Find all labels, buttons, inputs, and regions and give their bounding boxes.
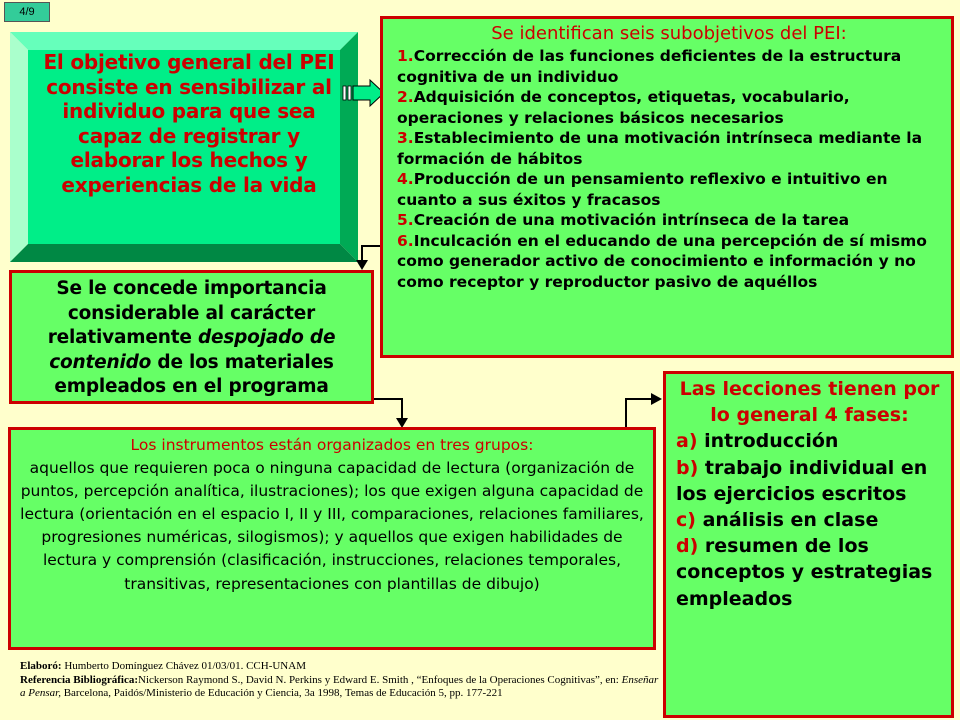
item-text: Establecimiento de una motivación intrínseca mediante la formación de hábitos (397, 129, 923, 168)
page-number-badge: 4/9 (4, 2, 50, 22)
item-text: Inculcación en el educando de una percepción de sí mismo como generador activo de conocimiento e información y no como receptor y reproductor pasivo de aquéllos (397, 231, 927, 291)
instruments-box (8, 427, 656, 650)
reference-tail: Barcelona, Paidós/Ministerio de Educación y Ciencia, 3a 1998, Temas de Educación 5, pp. 177-221 (60, 687, 503, 699)
phase-text: análisis en clase (695, 509, 879, 532)
item-number: 5. (397, 211, 414, 229)
main-objective-text: El objetivo general del PEI consiste en sensibilizar al individuo para que sea capaz de registrar y elaborar los hechos y experiencias de la vida (43, 50, 335, 197)
importance-text: Se le concede importancia considerable al carácter relativamente (47, 278, 327, 348)
list-item (397, 128, 941, 169)
phase-text: trabajo individual en los ejercicios escritos (676, 456, 928, 505)
item-text: Adquisición de conceptos, etiquetas, vocabulario, operaciones y relaciones básicos necesarios (397, 88, 850, 127)
list-item (397, 231, 941, 293)
importance-emphasis: despojado de contenido (49, 327, 336, 373)
item-number: 3. (397, 129, 414, 147)
item-number: 1. (397, 47, 414, 65)
lesson-phase (676, 507, 943, 533)
author-line (20, 660, 660, 674)
lesson-phase (676, 533, 943, 612)
item-number: 4. (397, 170, 414, 188)
phase-letter: b) (676, 456, 699, 479)
instruments-title: Los instrumentos están organizados en tres grupos: (130, 436, 534, 454)
item-text: Corrección de las funciones deficientes de la estructura cognitiva de un individuo (397, 47, 902, 86)
author-text: Humberto Domínguez Chávez 01/03/01. CCH-UNAM (61, 660, 306, 672)
item-number: 2. (397, 88, 414, 106)
importance-box (9, 270, 374, 404)
item-text: Creación de una motivación intrínseca de la tarea (413, 211, 850, 229)
phase-text: introducción (697, 430, 839, 453)
list-item (397, 87, 941, 128)
author-label: Elaboró: (20, 660, 62, 672)
reference-label: Referencia Bibliográfica: (20, 673, 139, 686)
subobjectives-title: Se identifican seis subobjetivos del PEI: (491, 23, 847, 44)
lesson-phase (676, 455, 943, 507)
list-item (397, 46, 941, 87)
lessons-title: Las lecciones tienen por lo general 4 fases: (679, 378, 940, 427)
subobjectives-box (380, 16, 954, 358)
phase-letter: c) (676, 509, 696, 532)
footer-credits (20, 660, 660, 701)
reference-text: Nickerson Raymond S., David N. Perkins y Edward E. Smith , “Enfoques de la Operaciones Cognitivas”, en: (138, 673, 622, 686)
item-number: 6. (397, 231, 414, 250)
instruments-body: aquellos que requieren poca o ninguna capacidad de lectura (organización de puntos, percepción analítica, ilustraciones); los que exigen alguna capacidad de lectura (orientación en el espacio I, II y III, comparaciones, relaciones familiares, progresiones numéricas, silogismos); y aquellos que exigen habilidades de lectura y comprensión (clasificación, instrucciones, relaciones temporales, transitivas, representaciones con plantillas de dibujo) (20, 459, 644, 593)
subobjectives-list (397, 46, 941, 292)
importance-text-end: de los materiales empleados en el programa (54, 351, 334, 397)
reference-title: Enseñar a Pensar, (20, 673, 659, 699)
list-item (397, 169, 941, 210)
phase-letter: d) (676, 535, 699, 558)
phase-letter: a) (676, 430, 698, 453)
lessons-box (663, 371, 954, 718)
phase-text: resumen de los conceptos y estrategias empleados (676, 535, 933, 610)
list-item (397, 210, 941, 231)
reference-line (20, 674, 660, 701)
lesson-phase (676, 428, 943, 454)
item-text: Producción de un pensamiento reflexivo e intuitivo en cuanto a sus éxitos y fracasos (397, 170, 888, 209)
block-arrow-icon (343, 80, 384, 106)
